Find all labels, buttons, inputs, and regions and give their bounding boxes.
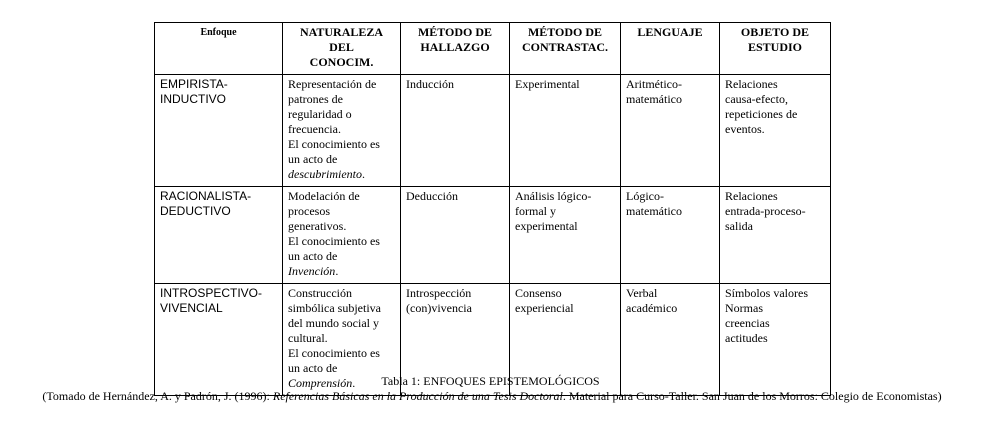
cell-line-italic: descubrimiento.	[288, 167, 365, 181]
cell-metodo-hallazgo	[401, 75, 510, 187]
cell-line: un acto de	[288, 361, 338, 375]
cell-line: Relaciones	[725, 77, 778, 91]
cell-line-italic: Invención.	[288, 264, 339, 278]
cell-line: patrones de	[288, 92, 343, 106]
cell-line: NATURALEZA	[299, 25, 384, 39]
header-lenguaje	[621, 23, 720, 75]
cell-line: INDUCTIVO	[160, 92, 226, 106]
cell-objeto-estudio	[720, 187, 831, 284]
cell-line: DEDUCTIVO	[160, 204, 231, 218]
cell-metodo-contrastacion	[510, 187, 621, 284]
epistemology-table	[154, 22, 831, 396]
cell-line: Inducción	[406, 77, 454, 91]
header-naturaleza	[283, 23, 401, 75]
cell-line: creencias	[725, 316, 770, 330]
cell-line: eventos.	[725, 122, 765, 136]
cell-enfoque	[155, 187, 283, 284]
cell-line: El conocimiento es	[288, 137, 380, 151]
cell-line: formal y	[515, 204, 556, 218]
cell-line: actitudes	[725, 331, 768, 345]
cell-line: Aritmético-	[626, 77, 682, 91]
cell-line: matemático	[626, 92, 682, 106]
cell-line: Representación de	[288, 77, 377, 91]
cell-line: entrada-proceso-	[725, 204, 806, 218]
cell-line: Verbal	[626, 286, 658, 300]
cell-line: ESTUDIO	[747, 40, 803, 54]
table-row	[155, 75, 831, 187]
header-objeto-estudio	[720, 23, 831, 75]
cell-lenguaje	[621, 75, 720, 187]
cell-naturaleza	[283, 75, 401, 187]
header-metodo-contrastacion	[510, 23, 621, 75]
cell-line: CONOCIM.	[309, 55, 374, 69]
cell-line: un acto de	[288, 152, 338, 166]
cell-metodo-hallazgo	[401, 187, 510, 284]
cell-line: simbólica subjetiva	[288, 301, 381, 315]
cell-line: matemático	[626, 204, 682, 218]
cell-line: MÉTODO DE	[527, 25, 603, 39]
cell-line: Modelación de	[288, 189, 360, 203]
cell-line: Experimental	[515, 77, 580, 91]
cell-line: un acto de	[288, 249, 338, 263]
cell-line: causa-efecto,	[725, 92, 788, 106]
cell-line: Lógico-	[626, 189, 664, 203]
cell-line: Símbolos valores	[725, 286, 808, 300]
cell-line: del mundo social y	[288, 316, 379, 330]
cell-line: DEL	[329, 40, 354, 54]
cell-line: INTROSPECTIVO-	[160, 286, 263, 300]
cell-line: Introspección	[406, 286, 472, 300]
cell-enfoque	[155, 75, 283, 187]
cell-line: EMPIRISTA-	[160, 77, 228, 91]
cell-line: generativos.	[288, 219, 347, 233]
table-header-row	[155, 23, 831, 75]
cell-line: cultural.	[288, 331, 328, 345]
cell-line: LENGUAJE	[637, 25, 703, 39]
cell-line: HALLAZGO	[420, 40, 490, 54]
cell-line: Relaciones	[725, 189, 778, 203]
cell-line: experimental	[515, 219, 578, 233]
header-metodo-hallazgo	[401, 23, 510, 75]
header-enfoque: Enfoque	[155, 23, 283, 75]
cell-line: repeticiones de	[725, 107, 798, 121]
cell-line: Análisis lógico-	[515, 189, 592, 203]
cell-line: El conocimiento es	[288, 234, 380, 248]
cell-line: OBJETO DE	[740, 25, 810, 39]
cell-line: experiencial	[515, 301, 574, 315]
cell-line: (con)vivencia	[406, 301, 472, 315]
cell-naturaleza	[283, 187, 401, 284]
cell-line: Consenso	[515, 286, 562, 300]
cell-line: CONTRASTAC.	[521, 40, 609, 54]
table-caption-source: (Tomado de Hernández, A. y Padrón, J. (1996): Referencias Básicas en la Producción de una Tesis Doctoral. Material para Curso-Taller. San Juan de los Morros: Colegio de Economistas)	[42, 389, 942, 403]
table-caption-title: Tabla 1: ENFOQUES EPISTEMOLÓGICOS	[381, 374, 600, 388]
cell-line: frecuencia.	[288, 122, 341, 136]
cell-lenguaje	[621, 187, 720, 284]
cell-line: Normas	[725, 301, 763, 315]
cell-line-italic: Comprensión.	[288, 376, 356, 390]
cell-line: procesos	[288, 204, 330, 218]
cell-line: Deducción	[406, 189, 458, 203]
cell-line: académico	[626, 301, 678, 315]
cell-line: VIVENCIAL	[160, 301, 223, 315]
cell-line: Construcción	[288, 286, 352, 300]
cell-objeto-estudio	[720, 75, 831, 187]
cell-line: salida	[725, 219, 753, 233]
cell-line: RACIONALISTA-	[160, 189, 252, 203]
table-row	[155, 187, 831, 284]
cell-metodo-contrastacion	[510, 75, 621, 187]
cell-line: regularidad o	[288, 107, 352, 121]
cell-line: El conocimiento es	[288, 346, 380, 360]
cell-line: MÉTODO DE	[417, 25, 493, 39]
